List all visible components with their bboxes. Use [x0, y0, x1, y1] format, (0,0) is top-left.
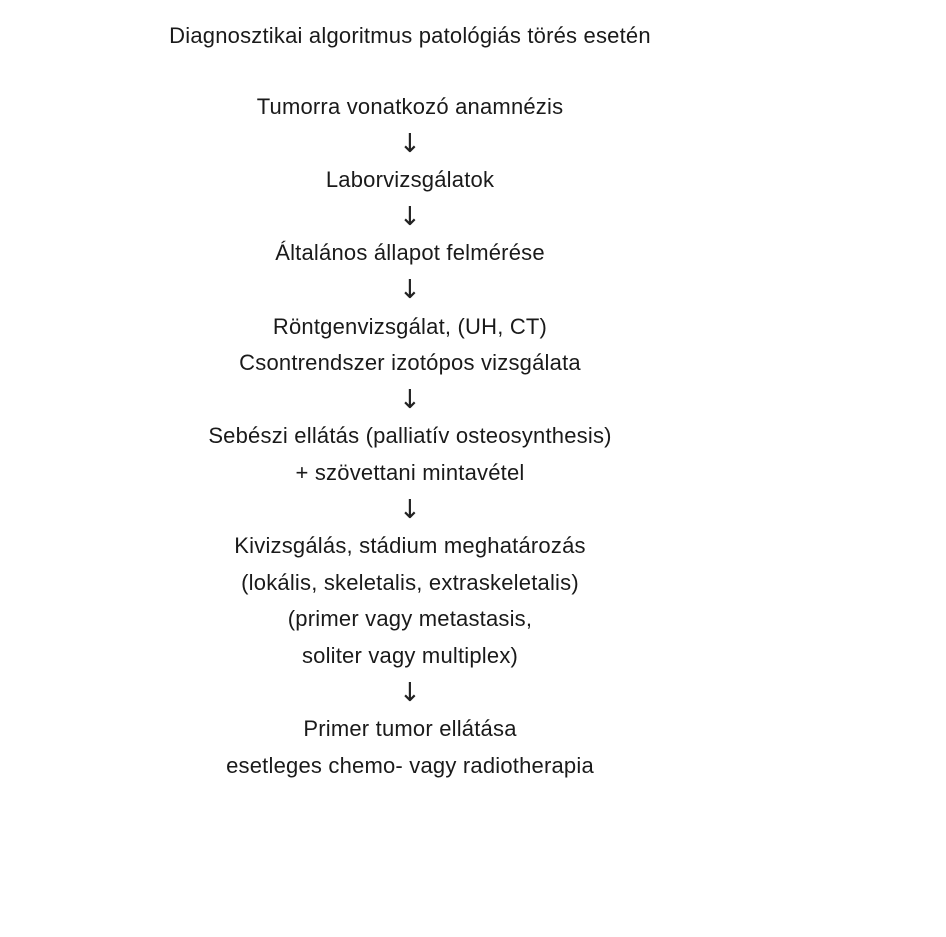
- flow-step: [0, 235, 820, 272]
- flow-step-line: Kivizsgálás, stádium meghatározás: [234, 533, 586, 559]
- flow-step-line: Röntgenvizsgálat, (UH, CT): [272, 313, 548, 339]
- flow-step-line: + szövettani mintavétel: [295, 459, 525, 485]
- flowchart: [0, 89, 820, 784]
- flow-step-line: Laborvizsgálatok: [325, 167, 495, 193]
- down-arrow-icon: ↓: [399, 128, 421, 159]
- flow-step-line: Csontrendszer izotópos vizsgálata: [239, 350, 581, 376]
- down-arrow-icon: ↓: [399, 201, 421, 232]
- flow-step-line: Tumorra vonatkozó anamnézis: [256, 94, 564, 119]
- flow-step-line: (lokális, skeletalis, extraskeletalis): [241, 569, 579, 595]
- down-arrow-icon: ↓: [399, 384, 421, 415]
- flow-step-line: Sebészi ellátás (palliatív osteosynthesis): [208, 423, 612, 449]
- down-arrow-icon: ↓: [399, 677, 421, 708]
- flow-step-line: esetleges chemo- vagy radiotherapia: [226, 752, 594, 778]
- flow-step-line: (primer vagy metastasis,: [287, 606, 533, 632]
- flow-step: [0, 711, 820, 784]
- diagram-title: Diagnosztikai algoritmus patológiás törés esetén: [169, 23, 651, 48]
- flow-step-line: Általános állapot felmérése: [275, 240, 545, 266]
- down-arrow-icon: ↓: [399, 274, 421, 305]
- flow-step-line: soliter vagy multiplex): [301, 642, 519, 668]
- flow-step: [0, 418, 820, 491]
- flow-step: [0, 89, 820, 126]
- flow-step: [0, 162, 820, 199]
- flow-step: [0, 309, 820, 382]
- flow-step: [0, 528, 820, 674]
- flow-step-line: Primer tumor ellátása: [303, 716, 517, 742]
- down-arrow-icon: ↓: [399, 494, 421, 525]
